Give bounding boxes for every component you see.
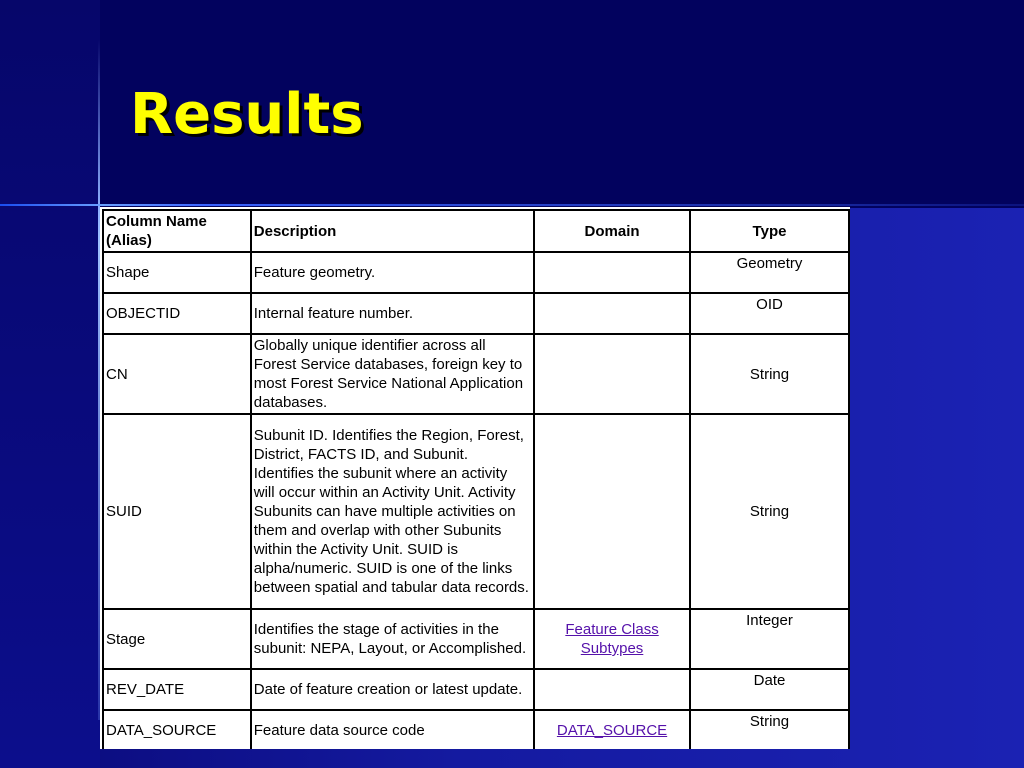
table-row	[103, 669, 849, 710]
cell-domain	[534, 669, 690, 710]
header-type: Type	[690, 210, 849, 252]
header-domain: Domain	[534, 210, 690, 252]
cell-name: DATA_SOURCE	[103, 710, 251, 749]
cell-name: Shape	[103, 252, 251, 293]
header-description: Description	[251, 210, 534, 252]
cell-name: CN	[103, 334, 251, 414]
slide-title: Results	[130, 82, 364, 147]
left-band	[0, 0, 100, 768]
cell-description: Globally unique identifier across all Forest Service databases, foreign key to most Forest Service National Application databases.	[251, 334, 534, 414]
cell-type: Geometry	[690, 252, 849, 293]
cell-type: String	[690, 334, 849, 414]
cell-name: SUID	[103, 414, 251, 609]
cell-domain	[534, 710, 690, 749]
cell-type: Integer	[690, 609, 849, 669]
cell-name: REV_DATE	[103, 669, 251, 710]
results-table	[102, 209, 850, 749]
feature-class-subtypes-link[interactable]: Feature Class Subtypes	[565, 621, 659, 657]
table-row	[103, 414, 849, 609]
cell-description: Date of feature creation or latest update.	[251, 669, 534, 710]
header-column-name: Column Name (Alias)	[103, 210, 251, 252]
cell-description: Feature geometry.	[251, 252, 534, 293]
cell-name: Stage	[103, 609, 251, 669]
cell-description: Internal feature number.	[251, 293, 534, 334]
cell-type: String	[690, 710, 849, 749]
cell-domain	[534, 414, 690, 609]
cell-description: Feature data source code	[251, 710, 534, 749]
table-header-row	[103, 210, 849, 252]
table-row	[103, 293, 849, 334]
cell-description: Identifies the stage of activities in the subunit: NEPA, Layout, or Accomplished.	[251, 609, 534, 669]
results-table-container	[100, 207, 850, 749]
cell-type: Date	[690, 669, 849, 710]
cell-type: OID	[690, 293, 849, 334]
data-source-link[interactable]: DATA_SOURCE	[556, 722, 668, 739]
cell-name: OBJECTID	[103, 293, 251, 334]
horizontal-accent-line	[0, 204, 1024, 206]
table-row	[103, 609, 849, 669]
cell-domain	[534, 334, 690, 414]
table-row	[103, 710, 849, 749]
cell-description: Subunit ID. Identifies the Region, Forest, District, FACTS ID, and Subunit. Identifies the subunit where an activity will occur within an Activity Unit. Activity Subunits can have multiple activities on them and overlap with other Subunits within the Activity Unit. SUID is alpha/numeric. SUID is one of the links between spatial and tabular data records.	[251, 414, 534, 609]
cell-domain	[534, 252, 690, 293]
cell-domain	[534, 609, 690, 669]
table-row	[103, 334, 849, 414]
cell-type: String	[690, 414, 849, 609]
cell-domain	[534, 293, 690, 334]
table-row	[103, 252, 849, 293]
